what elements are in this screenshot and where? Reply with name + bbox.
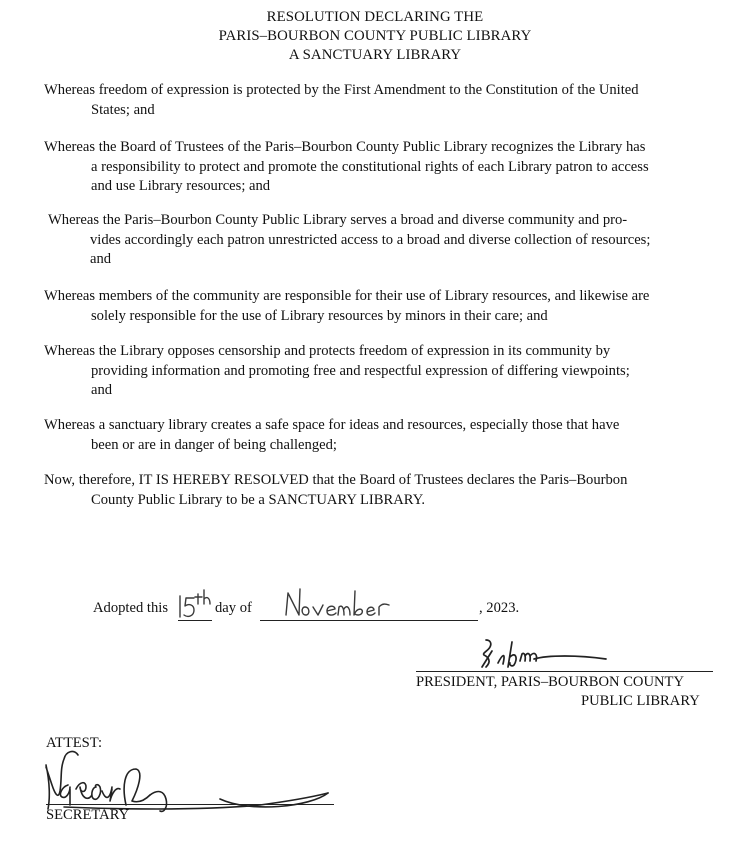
clause-2-line-2: a responsibility to protect and promote the constitutional rights of each Library patron to access (91, 158, 649, 175)
president-signature (478, 637, 608, 675)
adopted-prefix: Adopted this (93, 600, 168, 616)
clause-1-line-2: States; and (91, 101, 155, 118)
clause-4 (44, 287, 714, 326)
clause-6-line-2: been or are in danger of being challenged; (91, 436, 337, 453)
president-title-line-2: PUBLIC LIBRARY (581, 693, 700, 709)
title-line-1: RESOLUTION DECLARING THE (266, 9, 484, 25)
clause-6 (44, 416, 714, 455)
resolution-line-1: Now, therefore, IT IS HEREBY RESOLVED that the Board of Trustees declares the Paris–Bourbon (44, 472, 628, 488)
clause-2 (44, 138, 714, 197)
secretary-label: SECRETARY (46, 807, 130, 823)
handwritten-month (283, 585, 393, 620)
month-blank-line (260, 620, 478, 621)
president-signature-line (416, 671, 713, 672)
clause-3-line-3: and (90, 251, 112, 267)
clause-5-line-1: Whereas the Library opposes censorship and protects freedom of expression in its community by (44, 343, 611, 359)
clause-5-line-2: providing information and promoting free and respectful expression of differing viewpoints; (91, 362, 630, 379)
resolution-line-2: County Public Library to be a SANCTUARY LIBRARY. (91, 491, 426, 508)
clause-3-line-1: Whereas the Paris–Bourbon County Public Library serves a broad and diverse community and pro- (48, 212, 628, 228)
clause-4-line-1: Whereas members of the community are responsible for their use of Library resources, and likewise are (44, 288, 650, 304)
resolution-clause (44, 471, 714, 510)
clause-3-line-2: vides accordingly each patron unrestricted access to a broad and diverse collection of resources; (90, 231, 651, 248)
secretary-signature-line (46, 804, 334, 805)
clause-3 (48, 211, 718, 270)
clause-1-line-1: Whereas freedom of expression is protected by the First Amendment to the Constitution of the United (44, 82, 639, 98)
day-of-label: day of (215, 600, 252, 616)
clause-6-line-1: Whereas a sanctuary library creates a safe space for ideas and resources, especially those that have (44, 417, 620, 433)
title-line-3: A SANCTUARY LIBRARY (288, 47, 462, 63)
clause-2-line-3: and use Library resources; and (91, 178, 271, 194)
year-text: , 2023. (479, 600, 520, 616)
clause-2-line-1: Whereas the Board of Trustees of the Paris–Bourbon County Public Library recognizes the Library has (44, 139, 646, 155)
clause-5-line-3: and (91, 382, 113, 398)
clause-4-line-2: solely responsible for the use of Library resources by minors in their care; and (91, 307, 548, 324)
attest-label: ATTEST: (46, 735, 103, 751)
title-line-2: PARIS–BOURBON COUNTY PUBLIC LIBRARY (218, 28, 532, 44)
president-title-line-1: PRESIDENT, PARIS–BOURBON COUNTY (416, 674, 684, 690)
handwritten-day (176, 590, 216, 622)
clause-5 (44, 342, 714, 401)
clause-1 (44, 81, 714, 120)
